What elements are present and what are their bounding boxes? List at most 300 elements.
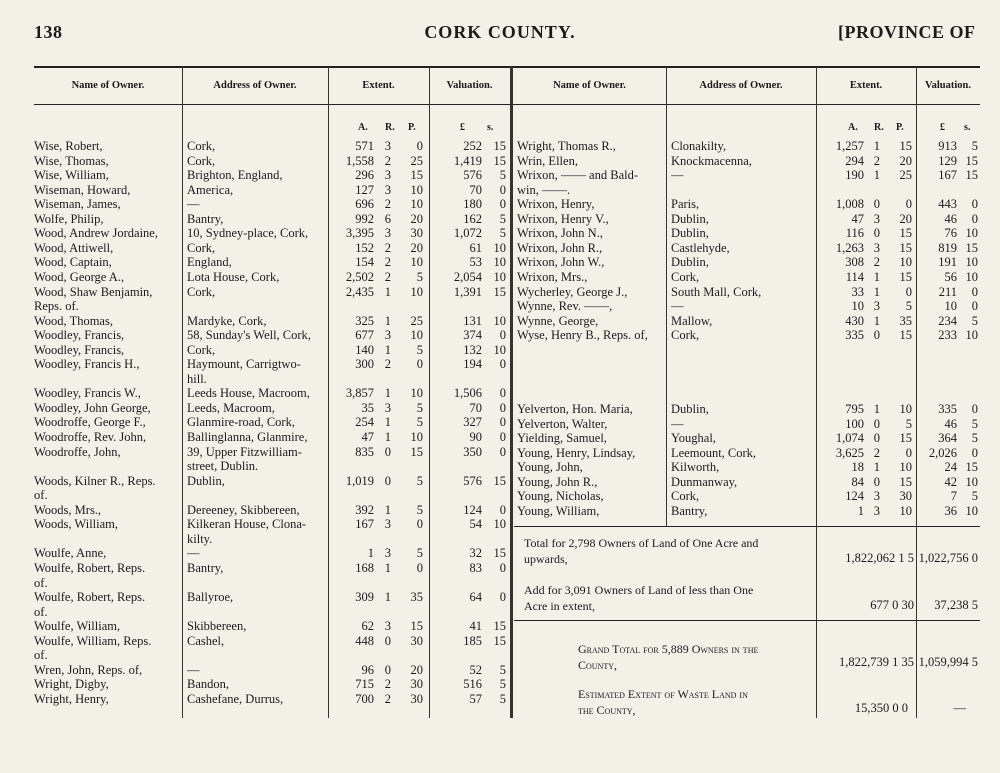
cell-r: 0	[873, 328, 880, 343]
cell-a: 3,625	[835, 445, 864, 460]
cell-address: 39, Upper Fitzwilliam-	[187, 444, 302, 459]
cell-name: Wood, Captain,	[34, 255, 112, 270]
cell-a: 1,019	[345, 473, 374, 488]
cell-a: 254	[355, 415, 374, 430]
unit-shillings: s.	[487, 122, 494, 133]
cell-a: 84	[851, 474, 864, 489]
cell-r: 0	[873, 416, 880, 431]
cell-shillings: 0	[971, 211, 978, 226]
cell-pounds: 131	[463, 313, 482, 328]
cell-pounds: 194	[463, 357, 482, 372]
cell-a: 696	[355, 197, 374, 212]
cell-r: 0	[873, 431, 880, 446]
cell-p: 30	[899, 489, 912, 504]
cell-p: 5	[416, 269, 423, 284]
cell-pounds: 327	[463, 415, 482, 430]
cell-address: Bandon,	[187, 677, 230, 692]
cell-address: Dublin,	[187, 473, 225, 488]
cell-a: 47	[361, 430, 374, 444]
cell-p: 35	[899, 313, 912, 328]
cell-a: 1,074	[835, 431, 864, 446]
cell-pounds: 1,072	[453, 226, 482, 241]
cell-name: Wrin, Ellen,	[517, 153, 578, 168]
cell-pounds: 913	[938, 139, 957, 153]
cell-address: Knockmacenna,	[671, 153, 752, 168]
table-row	[0, 226, 1000, 240]
cell-a: 154	[355, 255, 374, 270]
col-header-valuation-right: Valuation.	[924, 80, 971, 91]
cell-name: Woodley, Francis H.,	[34, 357, 140, 372]
cell-p: 20	[899, 153, 912, 168]
cell-shillings: 0	[499, 182, 506, 197]
table-row	[0, 677, 1000, 691]
cell-r: 1	[873, 402, 880, 416]
cell-a: 33	[851, 284, 864, 299]
cell-shillings: 15	[493, 633, 506, 648]
cell-name: Wood, George A.,	[34, 269, 125, 284]
cell-name: Wise, Robert,	[34, 139, 103, 153]
cell-r: 1	[384, 560, 391, 575]
cell-shillings: 0	[499, 386, 506, 401]
cell-pounds: 76	[944, 226, 957, 241]
cell-name: Woodley, Francis W.,	[34, 386, 141, 401]
cell-shillings: 15	[493, 619, 506, 634]
cell-name: Wrixon, John R.,	[517, 240, 603, 255]
cell-address: kilty.	[187, 531, 213, 546]
cell-pounds: 36	[944, 503, 957, 518]
cell-r: 3	[873, 489, 880, 504]
cell-name: Wrixon, Henry,	[517, 197, 595, 212]
cell-a: 1,257	[835, 139, 864, 153]
cell-name: Young, Henry, Lindsay,	[517, 445, 636, 460]
cell-a: 168	[355, 560, 374, 575]
cell-pounds: 61	[469, 240, 482, 255]
cell-name: of.	[34, 488, 48, 503]
waste-land-label	[578, 686, 814, 718]
cell-a: 1,263	[835, 240, 864, 255]
cell-p: 0	[905, 445, 912, 460]
cell-pounds: 53	[469, 255, 482, 270]
cell-address: Cork,	[187, 240, 216, 255]
cell-name: Wise, William,	[34, 168, 109, 183]
cell-p: 15	[899, 226, 912, 241]
add-valuation: 37,238 5	[934, 598, 978, 612]
cell-p: 5	[416, 415, 423, 430]
cell-p: 10	[410, 386, 423, 401]
total-valuation: 1,022,756 0	[918, 551, 978, 565]
cell-name: of.	[34, 604, 48, 619]
cell-name: of.	[34, 648, 48, 663]
unit-acres: A.	[358, 122, 368, 133]
cell-shillings: 15	[965, 153, 978, 168]
cell-address: —	[187, 662, 200, 677]
cell-pounds: 132	[463, 342, 482, 357]
table-row	[0, 255, 1000, 269]
cell-a: 116	[845, 226, 864, 241]
grand-total-valuation: 1,059,994 5	[918, 655, 978, 669]
cell-shillings: 0	[971, 284, 978, 299]
cell-a: 715	[355, 677, 374, 692]
cell-p: 20	[410, 240, 423, 255]
cell-shillings: 0	[499, 590, 506, 605]
cell-name: Woulfe, Robert, Reps.	[34, 560, 146, 575]
grand-total-label	[578, 641, 814, 673]
cell-address: 10, Sydney-place, Cork,	[187, 226, 309, 241]
cell-pounds: 234	[938, 313, 957, 328]
table-row	[0, 139, 1000, 153]
waste-label-line1: Estimated Extent of Waste Land in	[578, 687, 748, 701]
cell-address: Dublin,	[671, 255, 709, 270]
cell-shillings: 0	[499, 502, 506, 517]
cell-pounds: 57	[469, 691, 482, 706]
cell-a: 35	[361, 400, 374, 415]
cell-p: 30	[410, 633, 423, 648]
unit-pounds: £	[460, 122, 465, 133]
cell-shillings: 0	[499, 328, 506, 343]
cell-r: 6	[384, 211, 391, 226]
cell-shillings: 5	[499, 691, 506, 706]
cell-pounds: 24	[944, 460, 957, 475]
cell-shillings: 10	[493, 269, 506, 284]
cell-name: Wiseman, James,	[34, 197, 121, 212]
cell-p: 5	[416, 400, 423, 415]
cell-r: 3	[384, 546, 391, 561]
col-header-name-right: Name of Owner.	[553, 80, 626, 91]
cell-address: Kilkeran House, Clona-	[187, 517, 307, 532]
cell-r: 0	[873, 226, 880, 241]
cell-p: 15	[410, 168, 423, 183]
cell-address: —	[671, 299, 684, 314]
table-row	[0, 517, 1000, 531]
table-row	[0, 402, 1000, 416]
cell-address: Cork,	[671, 489, 700, 504]
cell-p: 10	[410, 255, 423, 270]
cell-r: 2	[384, 357, 391, 372]
cell-pounds: 54	[469, 517, 482, 532]
cell-shillings: 5	[499, 168, 506, 183]
cell-shillings: 10	[493, 255, 506, 270]
cell-shillings: 15	[493, 546, 506, 561]
cell-p: 10	[410, 430, 423, 444]
cell-r: 2	[384, 677, 391, 692]
cell-pounds: 364	[938, 431, 957, 446]
cell-address: Cashel,	[187, 633, 225, 648]
cell-r: 3	[873, 211, 880, 226]
cell-address: Cork,	[187, 153, 216, 168]
cell-shillings: 0	[971, 402, 978, 416]
cell-pounds: 1,391	[453, 284, 482, 299]
cell-address: Dublin,	[671, 402, 709, 416]
cell-name: Wycherley, George J.,	[517, 284, 628, 299]
cell-shillings: 5	[499, 662, 506, 677]
cell-p: 20	[899, 211, 912, 226]
cell-address: Mardyke, Cork,	[187, 313, 267, 328]
cell-shillings: 10	[965, 328, 978, 343]
cell-r: 2	[384, 269, 391, 284]
cell-address: —	[671, 416, 684, 431]
table-row	[0, 285, 1000, 299]
cell-p: 10	[410, 197, 423, 212]
cell-address: Leemount, Cork,	[671, 445, 757, 460]
cell-p: 10	[410, 182, 423, 197]
cell-address: Kilworth,	[671, 460, 720, 475]
cell-name: Woulfe, Robert, Reps.	[34, 590, 146, 605]
cell-a: 127	[355, 182, 374, 197]
cell-a: 96	[361, 662, 374, 677]
cell-shillings: 15	[965, 460, 978, 475]
table-row	[0, 343, 1000, 357]
cell-p: 20	[410, 662, 423, 677]
cell-pounds: 124	[463, 502, 482, 517]
cell-p: 30	[410, 677, 423, 692]
cell-p: 5	[416, 502, 423, 517]
page-number: 138	[34, 22, 63, 42]
cell-r: 1	[384, 590, 391, 605]
waste-label-line2: the County,	[578, 703, 636, 717]
table-row	[0, 532, 1000, 546]
cell-address: Bantry,	[187, 211, 224, 226]
cell-name: Woodley, Francis,	[34, 328, 125, 343]
cell-address: —	[671, 168, 684, 183]
cell-a: 1,558	[345, 153, 374, 168]
cell-address: Castlehyde,	[671, 240, 730, 255]
cell-pounds: 167	[938, 168, 957, 183]
cell-pounds: 252	[463, 139, 482, 153]
cell-shillings: 0	[499, 400, 506, 415]
table-row	[0, 386, 1000, 400]
cell-name: Wyse, Henry B., Reps. of,	[517, 328, 648, 343]
cell-name: Young, John,	[517, 460, 583, 475]
cell-a: 124	[845, 489, 864, 504]
table-row	[0, 197, 1000, 211]
table-row	[0, 431, 1000, 445]
cell-shillings: 10	[965, 255, 978, 270]
cell-pounds: 56	[944, 269, 957, 284]
cell-pounds: 1,506	[453, 386, 482, 401]
cell-p: 25	[410, 313, 423, 328]
unit-perches-right: P.	[896, 122, 904, 133]
cell-name: Wrixon, John W.,	[517, 255, 605, 270]
cell-p: 15	[899, 431, 912, 446]
cell-pounds: 819	[938, 240, 957, 255]
unit-shillings-right: s.	[964, 122, 971, 133]
cell-address: Cashefane, Durrus,	[187, 691, 284, 706]
cell-pounds: 191	[938, 255, 957, 270]
cell-r: 2	[384, 197, 391, 212]
cell-p: 5	[905, 299, 912, 314]
cell-r: 2	[384, 255, 391, 270]
cell-a: 795	[845, 402, 864, 416]
cell-address: Skibbereen,	[187, 619, 247, 634]
waste-extent: 15,350 0 0	[854, 701, 908, 715]
cell-address: Dunmanway,	[671, 474, 738, 489]
cell-a: 992	[355, 211, 374, 226]
cell-address: Paris,	[671, 197, 700, 212]
cell-p: 5	[416, 473, 423, 488]
cell-p: 25	[899, 168, 912, 183]
cell-pounds: 90	[469, 430, 482, 444]
cell-name: Young, John R.,	[517, 474, 598, 489]
cell-r: 2	[384, 240, 391, 255]
cell-a: 10	[851, 299, 864, 314]
cell-r: 2	[384, 153, 391, 168]
cell-name: Wise, Thomas,	[34, 153, 109, 168]
cell-pounds: 335	[938, 402, 957, 416]
cell-p: 5	[905, 416, 912, 431]
cell-p: 10	[410, 328, 423, 343]
cell-p: 0	[905, 284, 912, 299]
cell-p: 10	[899, 255, 912, 270]
cell-address: South Mall, Cork,	[671, 284, 762, 299]
total-label	[524, 535, 814, 567]
cell-address: Dereeney, Skibbereen,	[187, 502, 300, 517]
cell-a: 1	[367, 546, 374, 561]
table-row	[0, 475, 1000, 489]
cell-shillings: 0	[971, 445, 978, 460]
cell-name: Wood, Andrew Jordaine,	[34, 226, 158, 241]
cell-r: 1	[873, 269, 880, 284]
cell-address: Leeds House, Macroom,	[187, 386, 310, 401]
cell-a: 190	[845, 168, 864, 183]
cell-r: 3	[384, 139, 391, 153]
cell-address: Bantry,	[671, 503, 708, 518]
cell-shillings: 15	[493, 473, 506, 488]
table-row	[0, 168, 1000, 182]
cell-r: 3	[384, 619, 391, 634]
cell-address: Cork,	[187, 342, 216, 357]
cell-shillings: 15	[965, 240, 978, 255]
cell-name: Woodroffe, Rev. John,	[34, 430, 147, 444]
cell-p: 0	[416, 517, 423, 532]
cell-shillings: 15	[493, 153, 506, 168]
cell-a: 167	[355, 517, 374, 532]
cell-address: street, Dublin.	[187, 459, 259, 474]
unit-acres-right: A.	[848, 122, 858, 133]
cell-a: 140	[355, 342, 374, 357]
cell-r: 1	[384, 342, 391, 357]
table-row	[0, 489, 1000, 503]
cell-shillings: 10	[493, 342, 506, 357]
cell-r: 1	[873, 139, 880, 153]
cell-pounds: 7	[950, 489, 957, 504]
cell-pounds: 180	[463, 197, 482, 212]
cell-shillings: 0	[499, 430, 506, 444]
cell-pounds: 41	[469, 619, 482, 634]
cell-r: 1	[384, 502, 391, 517]
cell-a: 300	[355, 357, 374, 372]
cell-p: 15	[899, 139, 912, 153]
cell-name: Wrixon, Mrs.,	[517, 269, 588, 284]
cell-r: 3	[384, 168, 391, 183]
table-row	[0, 446, 1000, 460]
cell-a: 2,502	[345, 269, 374, 284]
cell-pounds: 70	[469, 400, 482, 415]
cell-r: 1	[873, 168, 880, 183]
cell-name: Wood, Attiwell,	[34, 240, 114, 255]
unit-perches: P.	[408, 122, 416, 133]
cell-address: England,	[187, 255, 232, 270]
cell-shillings: 5	[971, 313, 978, 328]
cell-r: 0	[384, 662, 391, 677]
cell-a: 294	[845, 153, 864, 168]
cell-name: Woodroffe, John,	[34, 444, 121, 459]
cell-a: 1	[857, 503, 864, 518]
cell-name: Woulfe, Anne,	[34, 546, 107, 561]
cell-p: 0	[905, 197, 912, 212]
cell-a: 335	[845, 328, 864, 343]
cell-shillings: 5	[499, 226, 506, 241]
cell-p: 15	[410, 619, 423, 634]
cell-name: Woodley, Francis,	[34, 342, 125, 357]
cell-shillings: 10	[493, 313, 506, 328]
cell-p: 30	[410, 226, 423, 241]
cell-p: 10	[410, 284, 423, 299]
cell-shillings: 0	[971, 299, 978, 314]
cell-address: hill.	[187, 371, 207, 386]
cell-r: 0	[873, 474, 880, 489]
cell-r: 3	[873, 240, 880, 255]
cell-r: 1	[873, 284, 880, 299]
cell-a: 3,395	[345, 226, 374, 241]
col-header-extent: Extent.	[362, 80, 395, 91]
cell-shillings: 10	[493, 517, 506, 532]
table-row	[0, 270, 1000, 284]
cell-shillings: 0	[499, 444, 506, 459]
table-row	[0, 372, 1000, 386]
cell-a: 392	[355, 502, 374, 517]
top-rule	[34, 66, 980, 68]
cell-name: Yelverton, Walter,	[517, 416, 608, 431]
cell-p: 15	[899, 240, 912, 255]
cell-a: 571	[355, 139, 374, 153]
cell-a: 3,857	[345, 386, 374, 401]
cell-shillings: 10	[493, 240, 506, 255]
cell-shillings: 10	[965, 226, 978, 241]
cell-pounds: 2,026	[928, 445, 957, 460]
cell-name: Wrixon, Henry V.,	[517, 211, 609, 226]
unit-roods-right: R.	[874, 122, 884, 133]
table-row	[0, 576, 1000, 590]
cell-a: 114	[845, 269, 864, 284]
cell-shillings: 5	[499, 677, 506, 692]
cell-shillings: 10	[965, 269, 978, 284]
table-row	[0, 183, 1000, 197]
cell-shillings: 15	[493, 139, 506, 153]
col-header-valuation: Valuation.	[446, 80, 493, 91]
cell-name: Wright, Thomas R.,	[517, 139, 616, 153]
cell-p: 5	[416, 546, 423, 561]
add-label-line1: Add for 3,091 Owners of Land of less than One	[524, 583, 754, 597]
cell-r: 1	[384, 430, 391, 444]
table-row	[0, 460, 1000, 474]
cell-address: Cork,	[187, 139, 216, 153]
cell-address: Cork,	[187, 284, 216, 299]
cell-pounds: 83	[469, 560, 482, 575]
table-row	[0, 154, 1000, 168]
cell-name: Wolfe, Philip,	[34, 211, 104, 226]
cell-r: 2	[873, 153, 880, 168]
cell-r: 2	[384, 691, 391, 706]
cell-r: 1	[873, 313, 880, 328]
table-row	[0, 314, 1000, 328]
grand-total-label-line1: Grand Total for 5,889 Owners in the	[578, 642, 759, 656]
table-row	[0, 299, 1000, 313]
table-row	[0, 619, 1000, 633]
cell-address: Cork,	[671, 328, 700, 343]
cell-address: Clonakilty,	[671, 139, 727, 153]
cell-address: Dublin,	[671, 211, 709, 226]
cell-pounds: 576	[463, 473, 482, 488]
